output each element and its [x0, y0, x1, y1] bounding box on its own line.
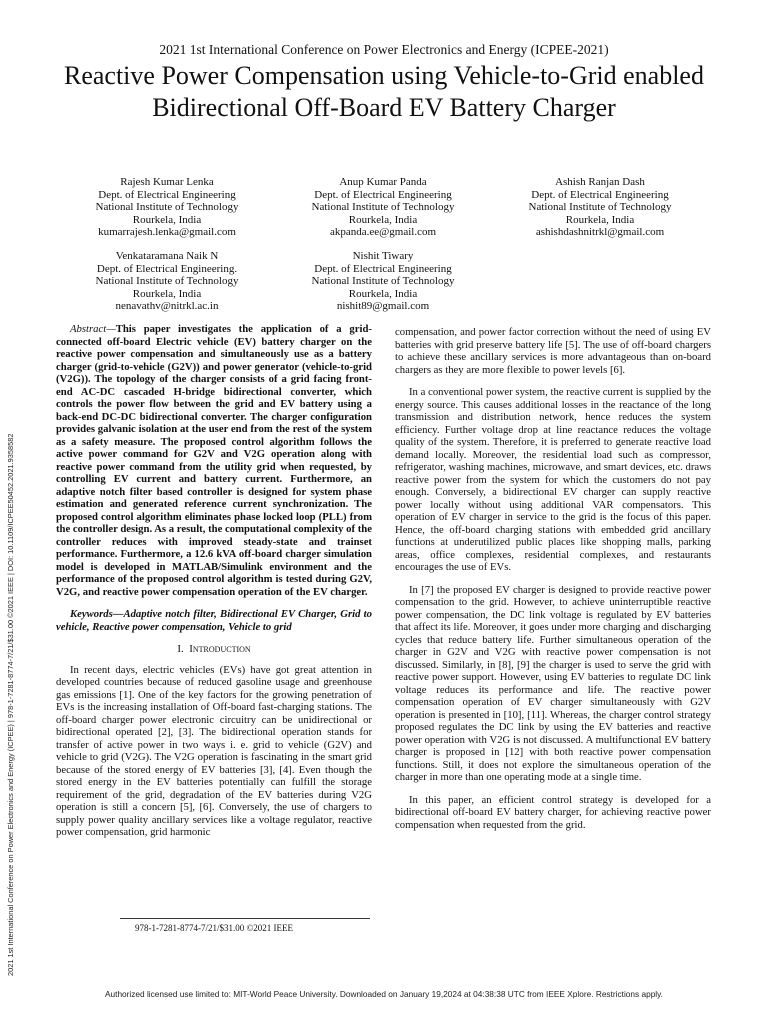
left-column [56, 323, 372, 849]
author-city: Rourkela, India [132, 213, 202, 226]
author-inst: National Institute of Technology [95, 275, 239, 287]
intro-paragraph-1: In recent days, electric vehicles (EVs) have got great attention in developed countries because of reduced gasoline usage and greenhouse gas emissions [1]. One of the key factors for the growing penetration of EVs is the increasing installation of Off-board fast-charging stations. The off-board charger power electronic circuitry can be unidirectional or bidirectional operated [2], [3]. The bidirectional operation stands for transfer of active power in two ways i. e. grid to vehicle (G2V) and vehicle to grid (V2G). The V2G operation is fascinating in the smart grid because of the stored energy of EV batteries [3], [4]. Even though the stored energy in the EV batteries potentially can fulfill the storage requirement of the grid, degradation of the EV batteries during V2G operation is still a concern [5], [6]. Conversely, the use of chargers to supply power quality ancillary services like a voltage regulator, reactive power compensation, grid harmonic [56, 663, 372, 838]
author-email: kumarrajesh.lenka@gmail.com [98, 226, 236, 238]
right-paragraph-3: In this paper, an efficient control strategy is developed for a bidirectional off-board EV battery charger, for achieving reactive power compensation when requested from the grid. [395, 793, 711, 831]
author-email: nishit89@gmail.com [336, 300, 430, 312]
author-dept: Dept. of Electrical Engineering [531, 188, 669, 201]
author-city: Rourkela, India [348, 213, 418, 226]
keywords-body: Adaptive notch filter, Bidirectional EV Charger, Grid to vehicle, Reactive power compensation, Vehicle to grid [56, 608, 372, 633]
author-city: Rourkela, India [348, 287, 418, 300]
abstract-body: This paper investigates the application of a grid-connected off-board Electric vehicle (EV) battery charger on the reactive power compensation and simultaneously use as a battery charger (grid-to-vehicle (G2V)) and power generator (vehicle-to-grid (V2G)). The topology of the charger consists of a grid facing front-end AC-DC cascaded H-bridge bidirectional converter, which controls the power flow between the grid and EV battery using a back-end DC-DC bidirectional converter. The charger configuration provides galvanic isolation at the user end from the rest of the system as a safety measure. The proposed control algorithm follows the active power command for G2V and V2G operation along with reactive power command from the utility grid when requested, by controlling EV current and battery current. Furthermore, an adaptive notch filter based controller is designed for system phase estimation and generated reference current synchronization. The proposed control algorithm eliminates phase locked loop (PLL) from the controller design. As a result, the computational complexity of the controller reduces with improved steady-state and trainset performance. Furthermore, a 12.6 kVA off-board charger simulation model is developed in MATLAB/Simulink environment and the performance of the proposed control algorithm is tested during G2V, V2G, and reactive power compensation operation of the EV charger. [56, 323, 372, 598]
author-inst: National Institute of Technology [95, 201, 239, 213]
right-paragraph-2: In [7] the proposed EV charger is designed to provide reactive power compensation to the grid. However, to achieve uninterruptible reactive power compensation, the DC link voltage is regulated by EV batteries that affect its life. Moreover, it goes under more charging and discharging cycles that reduce battery life. Further simultaneous operation of the charger in G2V and V2G with reactive power compensation is not discussed. Similarly, in [8], [9] the charger is used to serve the grid with reactive power support. However, using EV batteries to regulate DC link voltage reduces its performance and life. The reactive power compensation operation of EV charger simultaneously with G2V operation is presented in [10], [11]. Whereas, the charger control strategy proposed regulates the DC link by using the EV batteries and reactive power operation with V2G is not discussed. A multifunctional EV battery charger is proposed in [12] with both reactive power compensation functions. Still, it does not explore the simultaneous operation of the charger in more than one operating mode at a single time. [395, 583, 711, 783]
keywords-label: Keywords— [70, 608, 124, 620]
author-name: Ashish Ranjan Dash [555, 176, 645, 188]
author-4 [62, 250, 272, 313]
author-1 [62, 176, 272, 239]
author-email: ashishdashnitrkl@gmail.com [535, 226, 665, 238]
right-paragraph-1: In a conventional power system, the reactive current is supplied by the energy source. This causes additional losses in the reactance of the long transmission and distribution network, hence reduces the system efficiency. Further voltage drop at line reactance reduces the voltage quality of the system. Therefore, it is preferred to generate reactive load demand locally. Moreover, the residential load such as compressor, refrigerator, washing machines, microwave, and smart devices, etc. draws reactive power from the system for which the customers do not pay enough. Conversely, a bidirectional EV charger can supply reactive power locally without using additional VAR compensators. This operation of EV charger in service to the grid is the focus of this paper. Hence, the off-board charging stations with embedded grid ancillary functions at underutilized public places like shopping malls, parking areas, office complexes, residential complexes, and restaurants encourages the use of EVs. [395, 386, 711, 573]
right-column [395, 326, 711, 841]
author-city: Rourkela, India [132, 287, 202, 300]
footer-rule [120, 918, 370, 919]
author-name: Nishit Tiwary [352, 250, 414, 262]
section-number: I. [177, 643, 184, 655]
author-3 [495, 176, 705, 239]
author-dept: Dept. of Electrical Engineering. [96, 262, 238, 275]
doi-sidebar: 2021 1st International Conference on Power Electronics and Energy (ICPEE) | 978-1-7281-8774-7/21/$31.00 ©2021 IEEE | DOI: 10.1109/ICPEE50452.2021.9358582 [6, 433, 15, 976]
conference-header: 2021 1st International Conference on Power Electronics and Energy (ICPEE-2021) [159, 42, 609, 57]
author-name: Anup Kumar Panda [339, 176, 427, 188]
author-email: akpanda.ee@gmail.com [329, 226, 437, 238]
abstract-label: Abstract— [70, 323, 116, 335]
author-city: Rourkela, India [565, 213, 635, 226]
section-title: Introduction [189, 643, 251, 655]
author-email: nenavathv@nitrkl.ac.in [115, 300, 219, 312]
author-name: Rajesh Kumar Lenka [120, 176, 214, 188]
abstract [56, 323, 372, 598]
author-inst: National Institute of Technology [311, 275, 455, 287]
author-2 [278, 176, 488, 239]
author-name: Venkataramana Naik N [115, 250, 219, 262]
paper-title: Reactive Power Compensation using Vehicle-to-Grid enabled Bidirectional Off-Board EV Battery Charger [64, 61, 704, 122]
author-5 [278, 250, 488, 313]
footer-copyright: 978-1-7281-8774-7/21/$31.00 ©2021 IEEE [134, 923, 294, 933]
author-dept: Dept. of Electrical Engineering [314, 262, 452, 275]
author-dept: Dept. of Electrical Engineering [314, 188, 452, 201]
author-inst: National Institute of Technology [311, 201, 455, 213]
section-heading [56, 643, 372, 656]
author-inst: National Institute of Technology [528, 201, 672, 213]
keywords [56, 608, 372, 633]
right-paragraph-0: compensation, and power factor correction without the need of using EV batteries with grid preserve battery life [5]. The use of off-board chargers to achieve these ancillary services is more advantageous than on-board chargers as they are more flexible to power levels [6]. [395, 326, 711, 376]
authorized-use-notice: Authorized licensed use limited to: MIT-World Peace University. Downloaded on January 19,2024 at 04:38:38 UTC from IEEE Xplore. Restrictions apply. [104, 989, 663, 999]
author-dept: Dept. of Electrical Engineering [98, 188, 236, 201]
